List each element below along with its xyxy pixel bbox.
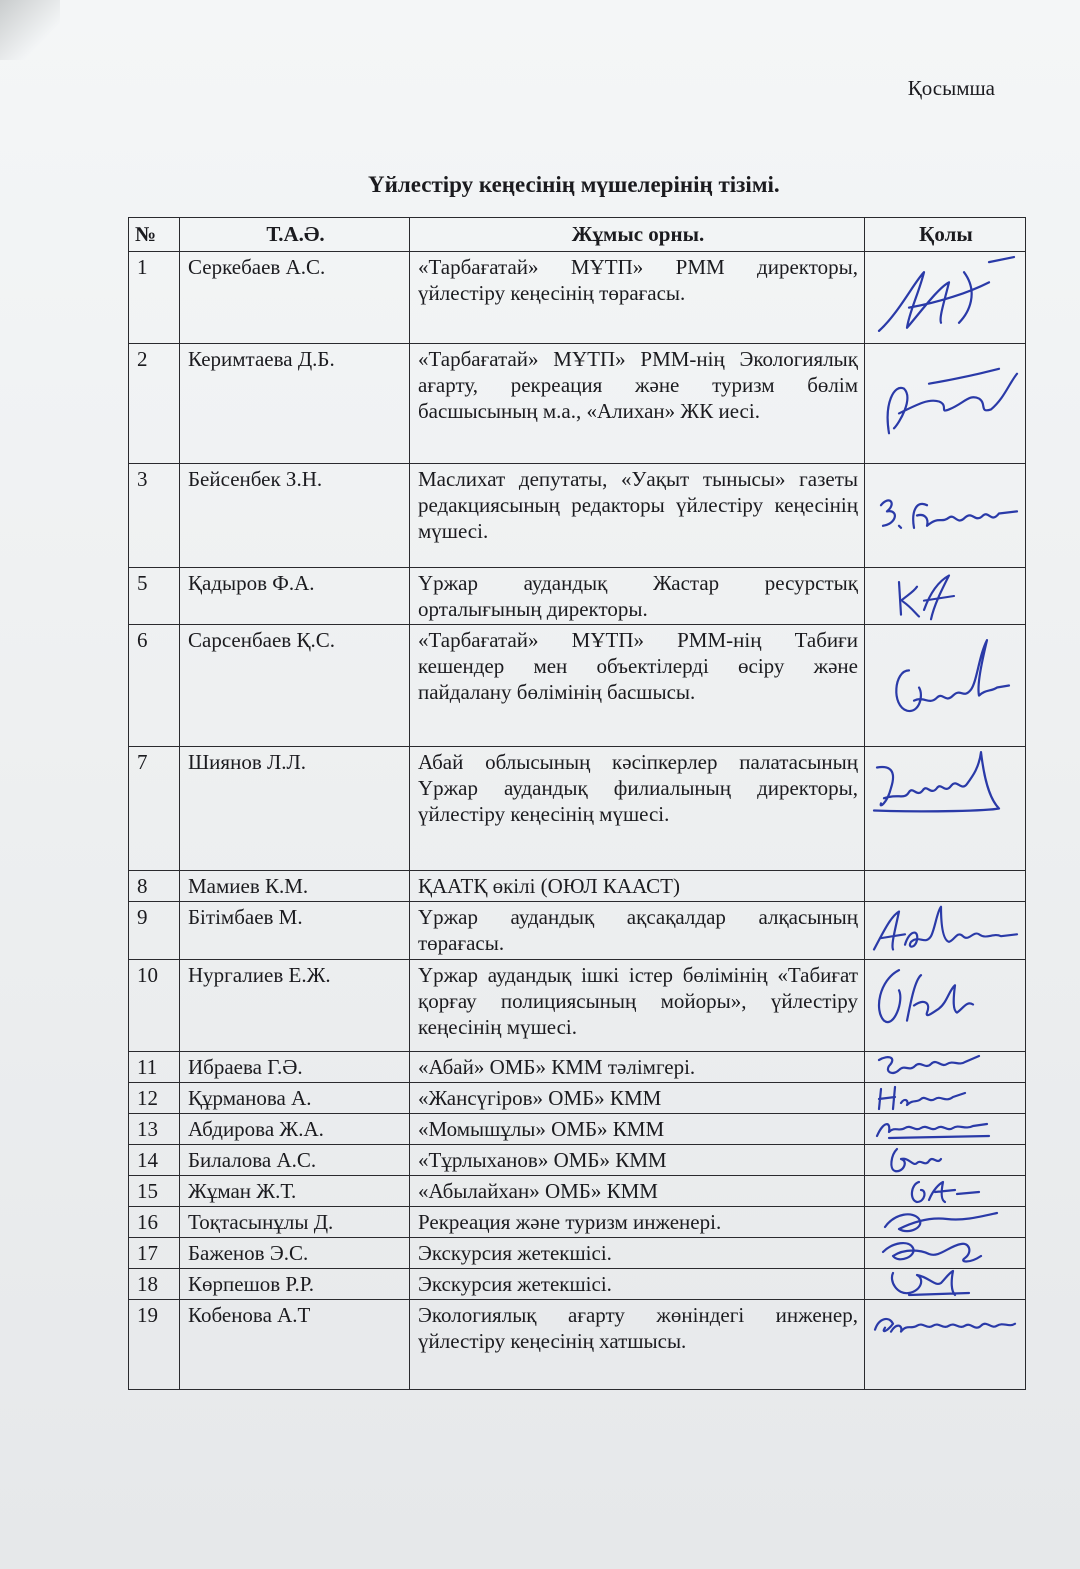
appendix-label: Қосымша bbox=[907, 76, 995, 100]
table-header-row bbox=[129, 218, 1026, 252]
member-workplace: Үржар аудандық ішкі істер бөлімінің «Табиғат қорғау полициясының мойоры», үйлестіру кеңесінің мүшесі. bbox=[410, 960, 865, 1052]
row-number: 14 bbox=[129, 1145, 180, 1176]
signature-cell bbox=[865, 252, 1026, 344]
row-number: 5 bbox=[129, 568, 180, 625]
signature-cell bbox=[865, 902, 1026, 960]
handwritten-signature bbox=[869, 464, 1019, 567]
header-signature: Қолы bbox=[865, 218, 1026, 252]
table-row bbox=[129, 1269, 1026, 1300]
table-row bbox=[129, 568, 1026, 625]
signature-cell bbox=[865, 1114, 1026, 1145]
handwritten-signature bbox=[869, 1207, 1019, 1237]
member-workplace: Үржар аудандық ақсақалдар алқасының төрағасы. bbox=[410, 902, 865, 960]
handwritten-signature bbox=[869, 1238, 1019, 1268]
signature-cell bbox=[865, 1176, 1026, 1207]
signature-cell bbox=[865, 568, 1026, 625]
member-name: Бейсенбек З.Н. bbox=[180, 464, 410, 568]
signature-cell bbox=[865, 1052, 1026, 1083]
table-row bbox=[129, 871, 1026, 902]
row-number: 3 bbox=[129, 464, 180, 568]
handwritten-signature bbox=[869, 344, 1019, 463]
member-name: Шиянов Л.Л. bbox=[180, 747, 410, 871]
handwritten-signature bbox=[869, 625, 1019, 746]
table-row bbox=[129, 1238, 1026, 1269]
handwritten-signature bbox=[869, 252, 1019, 343]
row-number: 7 bbox=[129, 747, 180, 871]
member-name: Билалова А.С. bbox=[180, 1145, 410, 1176]
table-row bbox=[129, 344, 1026, 464]
handwritten-signature bbox=[869, 902, 1019, 959]
member-workplace: «Абай» ОМБ» КММ тәлімгері. bbox=[410, 1052, 865, 1083]
member-name: Көрпешов Р.Р. bbox=[180, 1269, 410, 1300]
header-number: № bbox=[129, 218, 180, 252]
row-number: 19 bbox=[129, 1300, 180, 1390]
member-name: Жұман Ж.Т. bbox=[180, 1176, 410, 1207]
member-name: Баженов Э.С. bbox=[180, 1238, 410, 1269]
signature-cell bbox=[865, 1207, 1026, 1238]
row-number: 6 bbox=[129, 625, 180, 747]
member-workplace: «Абылайхан» ОМБ» КММ bbox=[410, 1176, 865, 1207]
member-workplace: Экскурсия жетекшісі. bbox=[410, 1269, 865, 1300]
handwritten-signature bbox=[869, 1145, 1019, 1175]
signature-cell bbox=[865, 1300, 1026, 1390]
member-name: Нургалиев Е.Ж. bbox=[180, 960, 410, 1052]
member-workplace: «Тұрлыханов» ОМБ» КММ bbox=[410, 1145, 865, 1176]
table-row bbox=[129, 464, 1026, 568]
row-number: 13 bbox=[129, 1114, 180, 1145]
page-corner-shadow bbox=[0, 0, 60, 60]
signature-cell bbox=[865, 1269, 1026, 1300]
row-number: 16 bbox=[129, 1207, 180, 1238]
table-row bbox=[129, 1176, 1026, 1207]
member-workplace: «Тарбағатай» МҰТП» РММ директоры, үйлестіру кеңесінің төрағасы. bbox=[410, 252, 865, 344]
table-row bbox=[129, 252, 1026, 344]
table-row bbox=[129, 1300, 1026, 1390]
member-workplace: «Тарбағатай» МҰТП» РММ-нің Табиғи кешендер мен объектілерді өсіру және пайдалану бөлімінің басшысы. bbox=[410, 625, 865, 747]
signature-cell bbox=[865, 747, 1026, 871]
row-number: 12 bbox=[129, 1083, 180, 1114]
header-workplace: Жұмыс орны. bbox=[410, 218, 865, 252]
table-row bbox=[129, 960, 1026, 1052]
table-row bbox=[129, 747, 1026, 871]
handwritten-signature bbox=[869, 568, 1019, 624]
member-name: Керимтаева Д.Б. bbox=[180, 344, 410, 464]
handwritten-signature bbox=[869, 1176, 1019, 1206]
member-workplace: Экологиялық ағарту жөніндегі инженер, үйлестіру кеңесінің хатшысы. bbox=[410, 1300, 865, 1390]
member-workplace: Экскурсия жетекшісі. bbox=[410, 1238, 865, 1269]
signature-cell bbox=[865, 1083, 1026, 1114]
signature-cell bbox=[865, 344, 1026, 464]
handwritten-signature bbox=[869, 747, 1019, 870]
handwritten-signature bbox=[869, 960, 1019, 1051]
table-row bbox=[129, 902, 1026, 960]
member-name: Құрманова А. bbox=[180, 1083, 410, 1114]
member-name: Кобенова А.Т bbox=[180, 1300, 410, 1390]
member-workplace: Рекреация және туризм инженері. bbox=[410, 1207, 865, 1238]
handwritten-signature bbox=[869, 1300, 1019, 1389]
member-name: Мамиев К.М. bbox=[180, 871, 410, 902]
row-number: 17 bbox=[129, 1238, 180, 1269]
table-row bbox=[129, 625, 1026, 747]
row-number: 9 bbox=[129, 902, 180, 960]
member-name: Абдирова Ж.А. bbox=[180, 1114, 410, 1145]
signature-cell bbox=[865, 464, 1026, 568]
signature-cell bbox=[865, 871, 1026, 902]
table-row bbox=[129, 1207, 1026, 1238]
table-row bbox=[129, 1083, 1026, 1114]
header-full-name: Т.А.Ә. bbox=[180, 218, 410, 252]
row-number: 18 bbox=[129, 1269, 180, 1300]
document-title: Үйлестіру кеңесінің мүшелерінің тізімі. bbox=[368, 172, 780, 197]
handwritten-signature bbox=[869, 1269, 1019, 1299]
signature-cell bbox=[865, 1145, 1026, 1176]
table-row bbox=[129, 1114, 1026, 1145]
member-name: Ибраева Г.Ә. bbox=[180, 1052, 410, 1083]
signature-cell bbox=[865, 1238, 1026, 1269]
handwritten-signature bbox=[869, 1052, 1019, 1082]
member-workplace: «Момышұлы» ОМБ» КММ bbox=[410, 1114, 865, 1145]
row-number: 2 bbox=[129, 344, 180, 464]
member-workplace: «Жансүгіров» ОМБ» КММ bbox=[410, 1083, 865, 1114]
member-workplace: Маслихат депутаты, «Уақыт тынысы» газеты редакциясының редакторы үйлестіру кеңесінің мүшесі. bbox=[410, 464, 865, 568]
member-name: Қадыров Ф.А. bbox=[180, 568, 410, 625]
signature-cell bbox=[865, 960, 1026, 1052]
signature-cell bbox=[865, 625, 1026, 747]
handwritten-signature bbox=[869, 1114, 1019, 1144]
member-workplace: ҚААТҚ өкілі (ОЮЛ КААСТ) bbox=[410, 871, 865, 902]
handwritten-signature bbox=[869, 1083, 1019, 1113]
row-number: 8 bbox=[129, 871, 180, 902]
member-name: Тоқтасынұлы Д. bbox=[180, 1207, 410, 1238]
member-name: Серкебаев А.С. bbox=[180, 252, 410, 344]
table-row bbox=[129, 1145, 1026, 1176]
members-table bbox=[128, 217, 1026, 1390]
row-number: 1 bbox=[129, 252, 180, 344]
member-name: Сарсенбаев Қ.С. bbox=[180, 625, 410, 747]
row-number: 11 bbox=[129, 1052, 180, 1083]
member-workplace: Үржар аудандық Жастар ресурстық орталығының директоры. bbox=[410, 568, 865, 625]
member-workplace: Абай облысының кәсіпкерлер палатасының Үржар аудандық филиалының директоры, үйлестіру кеңесінің мүшесі. bbox=[410, 747, 865, 871]
row-number: 15 bbox=[129, 1176, 180, 1207]
row-number: 10 bbox=[129, 960, 180, 1052]
member-name: Бітімбаев М. bbox=[180, 902, 410, 960]
table-row bbox=[129, 1052, 1026, 1083]
member-workplace: «Тарбағатай» МҰТП» РММ-нің Экологиялық ағарту, рекреация және туризм бөлім басшысының м.а., «Алихан» ЖК иесі. bbox=[410, 344, 865, 464]
